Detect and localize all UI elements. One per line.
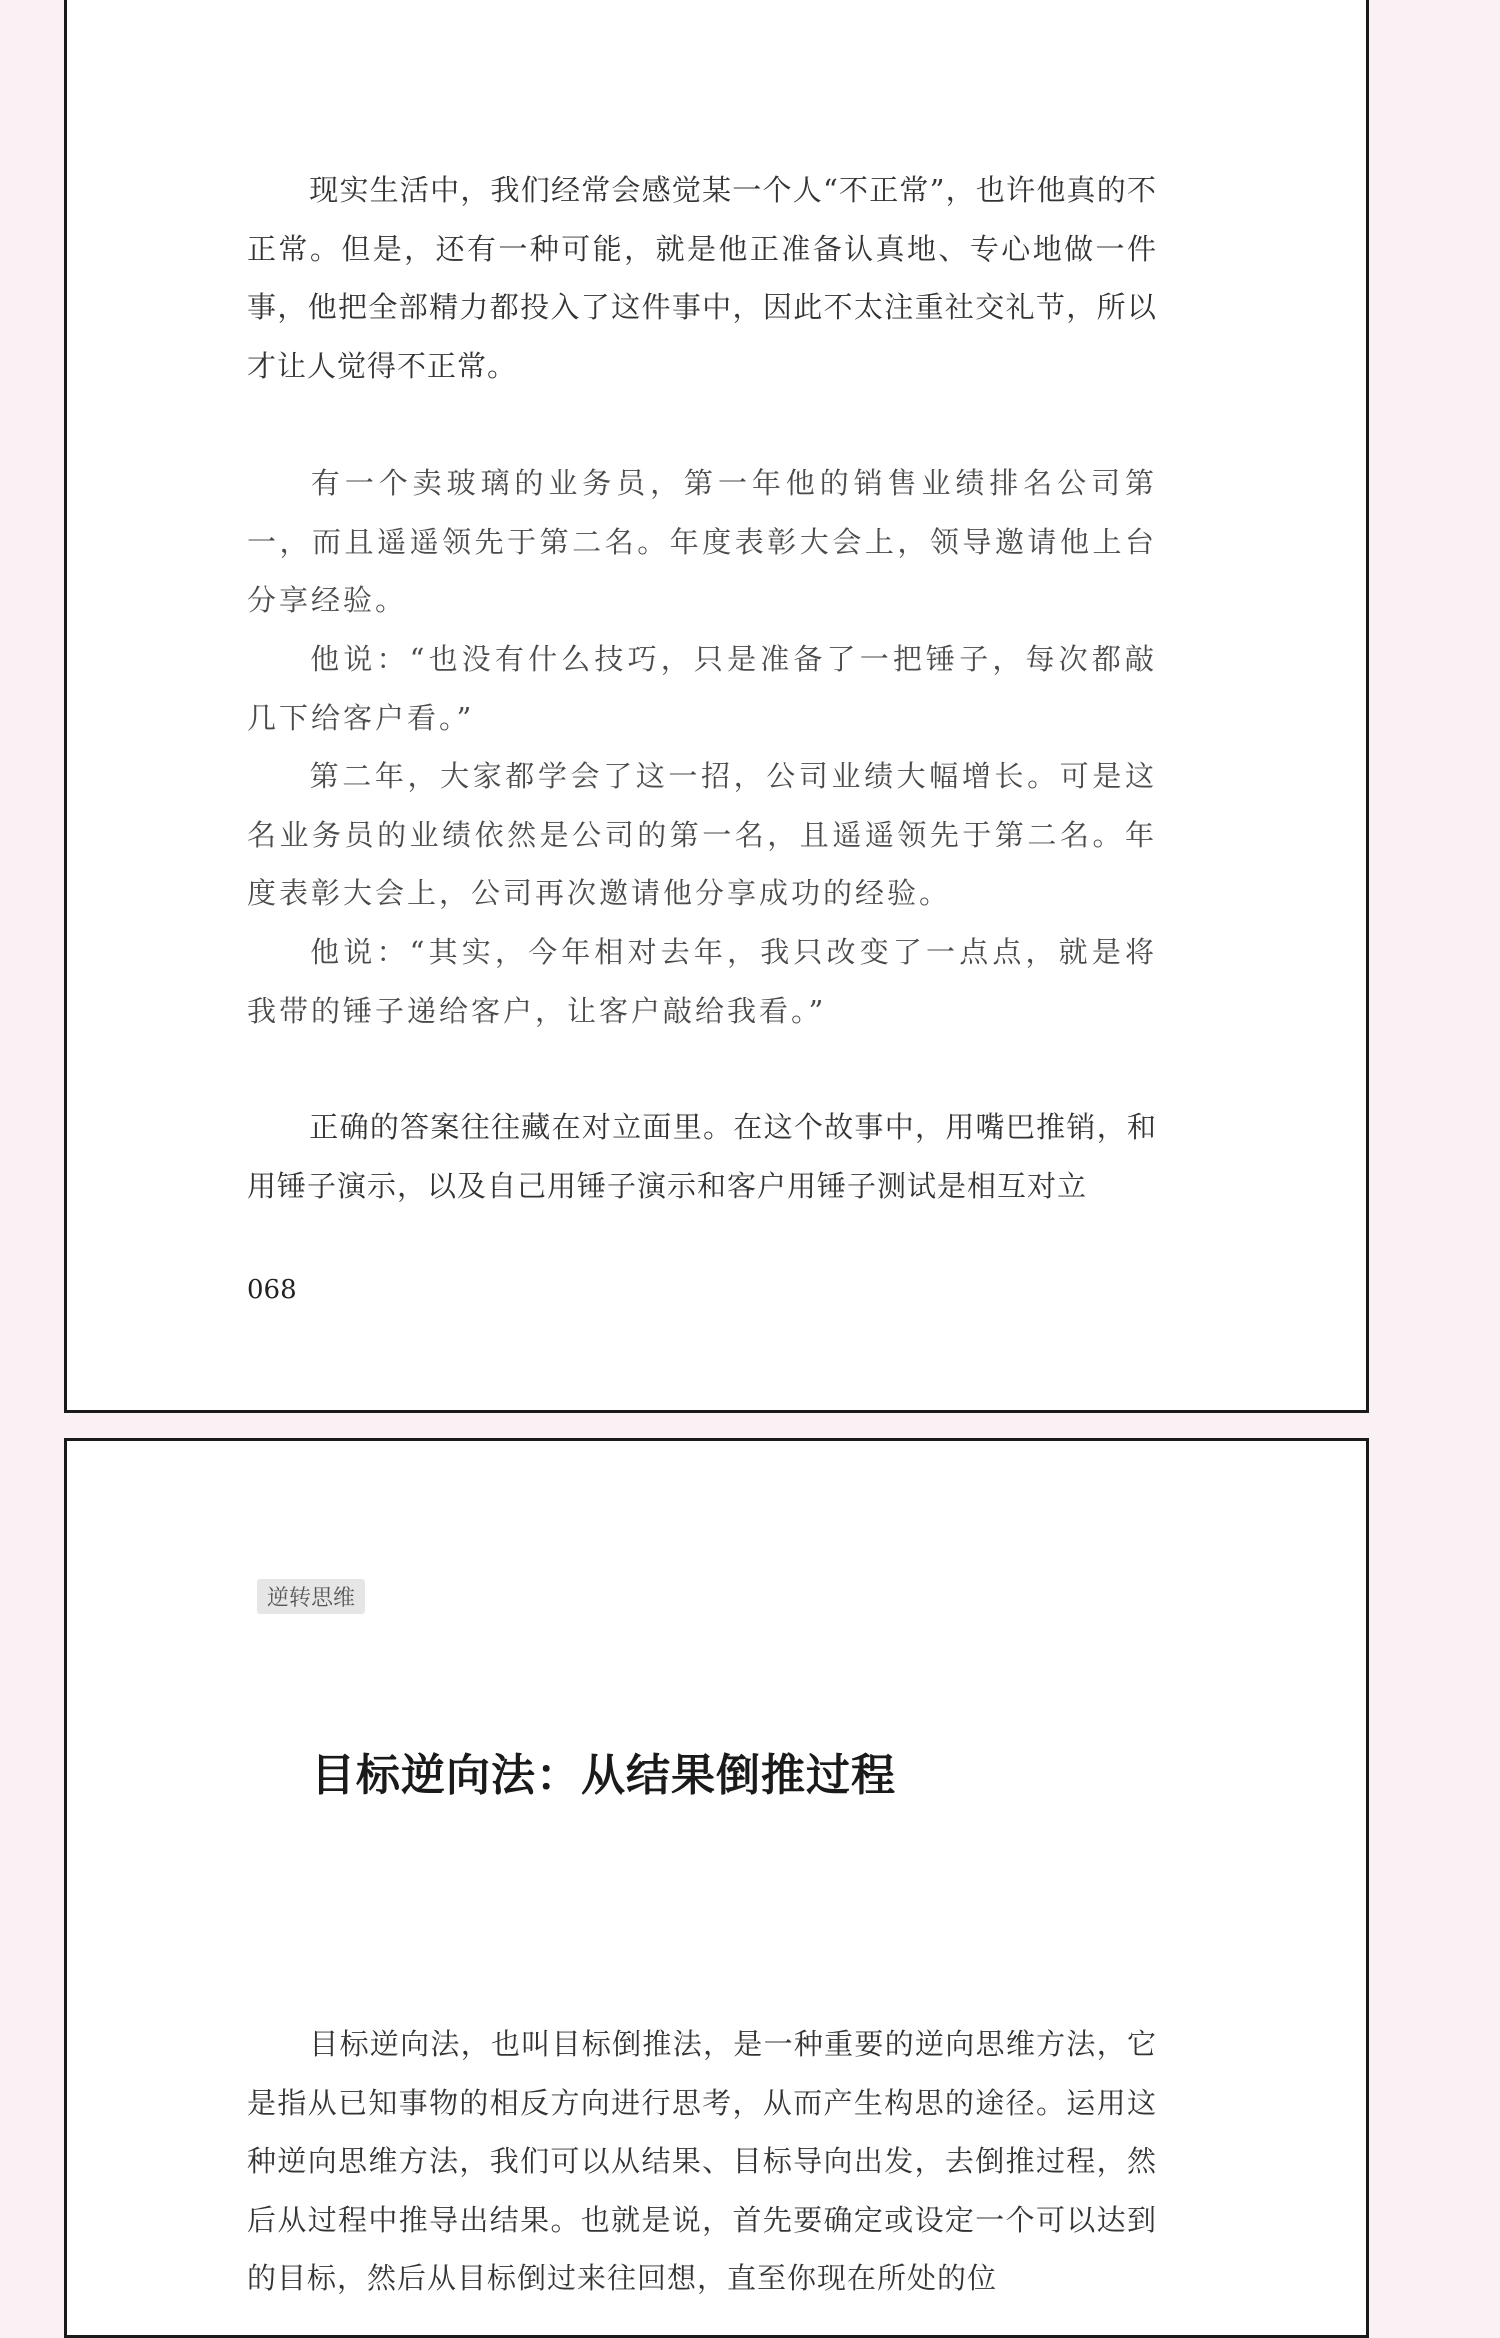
paragraph-text: 目标逆向法，也叫目标倒推法，是一种重要的逆向思维方法，它是指从已知事物的相反方向进行思考，从而产生构思的途径。运用这种逆向思维方法，我们可以从结果、目标导向出发，去倒推过程，然后从过程中推导出结果。也就是说，首先要确定或设定一个可以达到的目标，然后从目标倒过来往回想，直至你现在所处的位 [247,2027,1157,2295]
paragraph-goal-reverse-method [247,2015,1157,2308]
paragraph-text: 他说：“也没有什么技巧，只是准备了一把锤子，每次都敲几下给客户看。” [247,642,1157,735]
paragraph-text: 有一个卖玻璃的业务员，第一年他的销售业绩排名公司第一，而且遥遥领先于第二名。年度表彰大会上，领导邀请他上台分享经验。 [247,466,1157,617]
paragraph-correct-answer [247,1098,1157,1215]
paragraph-second-speech [247,923,1157,1040]
paragraph-glass-salesman [247,454,1157,630]
paragraph-text: 第二年，大家都学会了这一招，公司业绩大幅增长。可是这名业务员的业绩依然是公司的第一名，且遥遥领先于第二名。年度表彰大会上，公司再次邀请他分享成功的经验。 [247,759,1157,910]
viewer-side-margin [1408,0,1500,2322]
running-header: 逆转思维 [257,1579,365,1614]
paragraph-second-year [247,747,1157,923]
paragraph-text: 他说：“其实，今年相对去年，我只改变了一点点，就是将我带的锤子递给客户，让客户敲给我看。” [247,935,1157,1028]
book-page-next [64,1438,1369,2338]
book-page-068 [64,0,1369,1413]
paragraph-text: 正确的答案往往藏在对立面里。在这个故事中，用嘴巴推销，和用锤子演示，以及自己用锤子演示和客户用锤子测试是相互对立 [247,1110,1157,1203]
paragraph-unusual-person [247,161,1157,395]
page-number: 068 [247,1275,297,1305]
section-title: 目标逆向法：从结果倒推过程 [311,1750,896,1801]
paragraph-first-speech [247,630,1157,747]
paragraph-text: 现实生活中，我们经常会感觉某一个人“不正常”，也许他真的不正常。但是，还有一种可能，就是他正准备认真地、专心地做一件事，他把全部精力都投入了这件事中，因此不太注重社交礼节，所以才让人觉得不正常。 [247,173,1157,383]
